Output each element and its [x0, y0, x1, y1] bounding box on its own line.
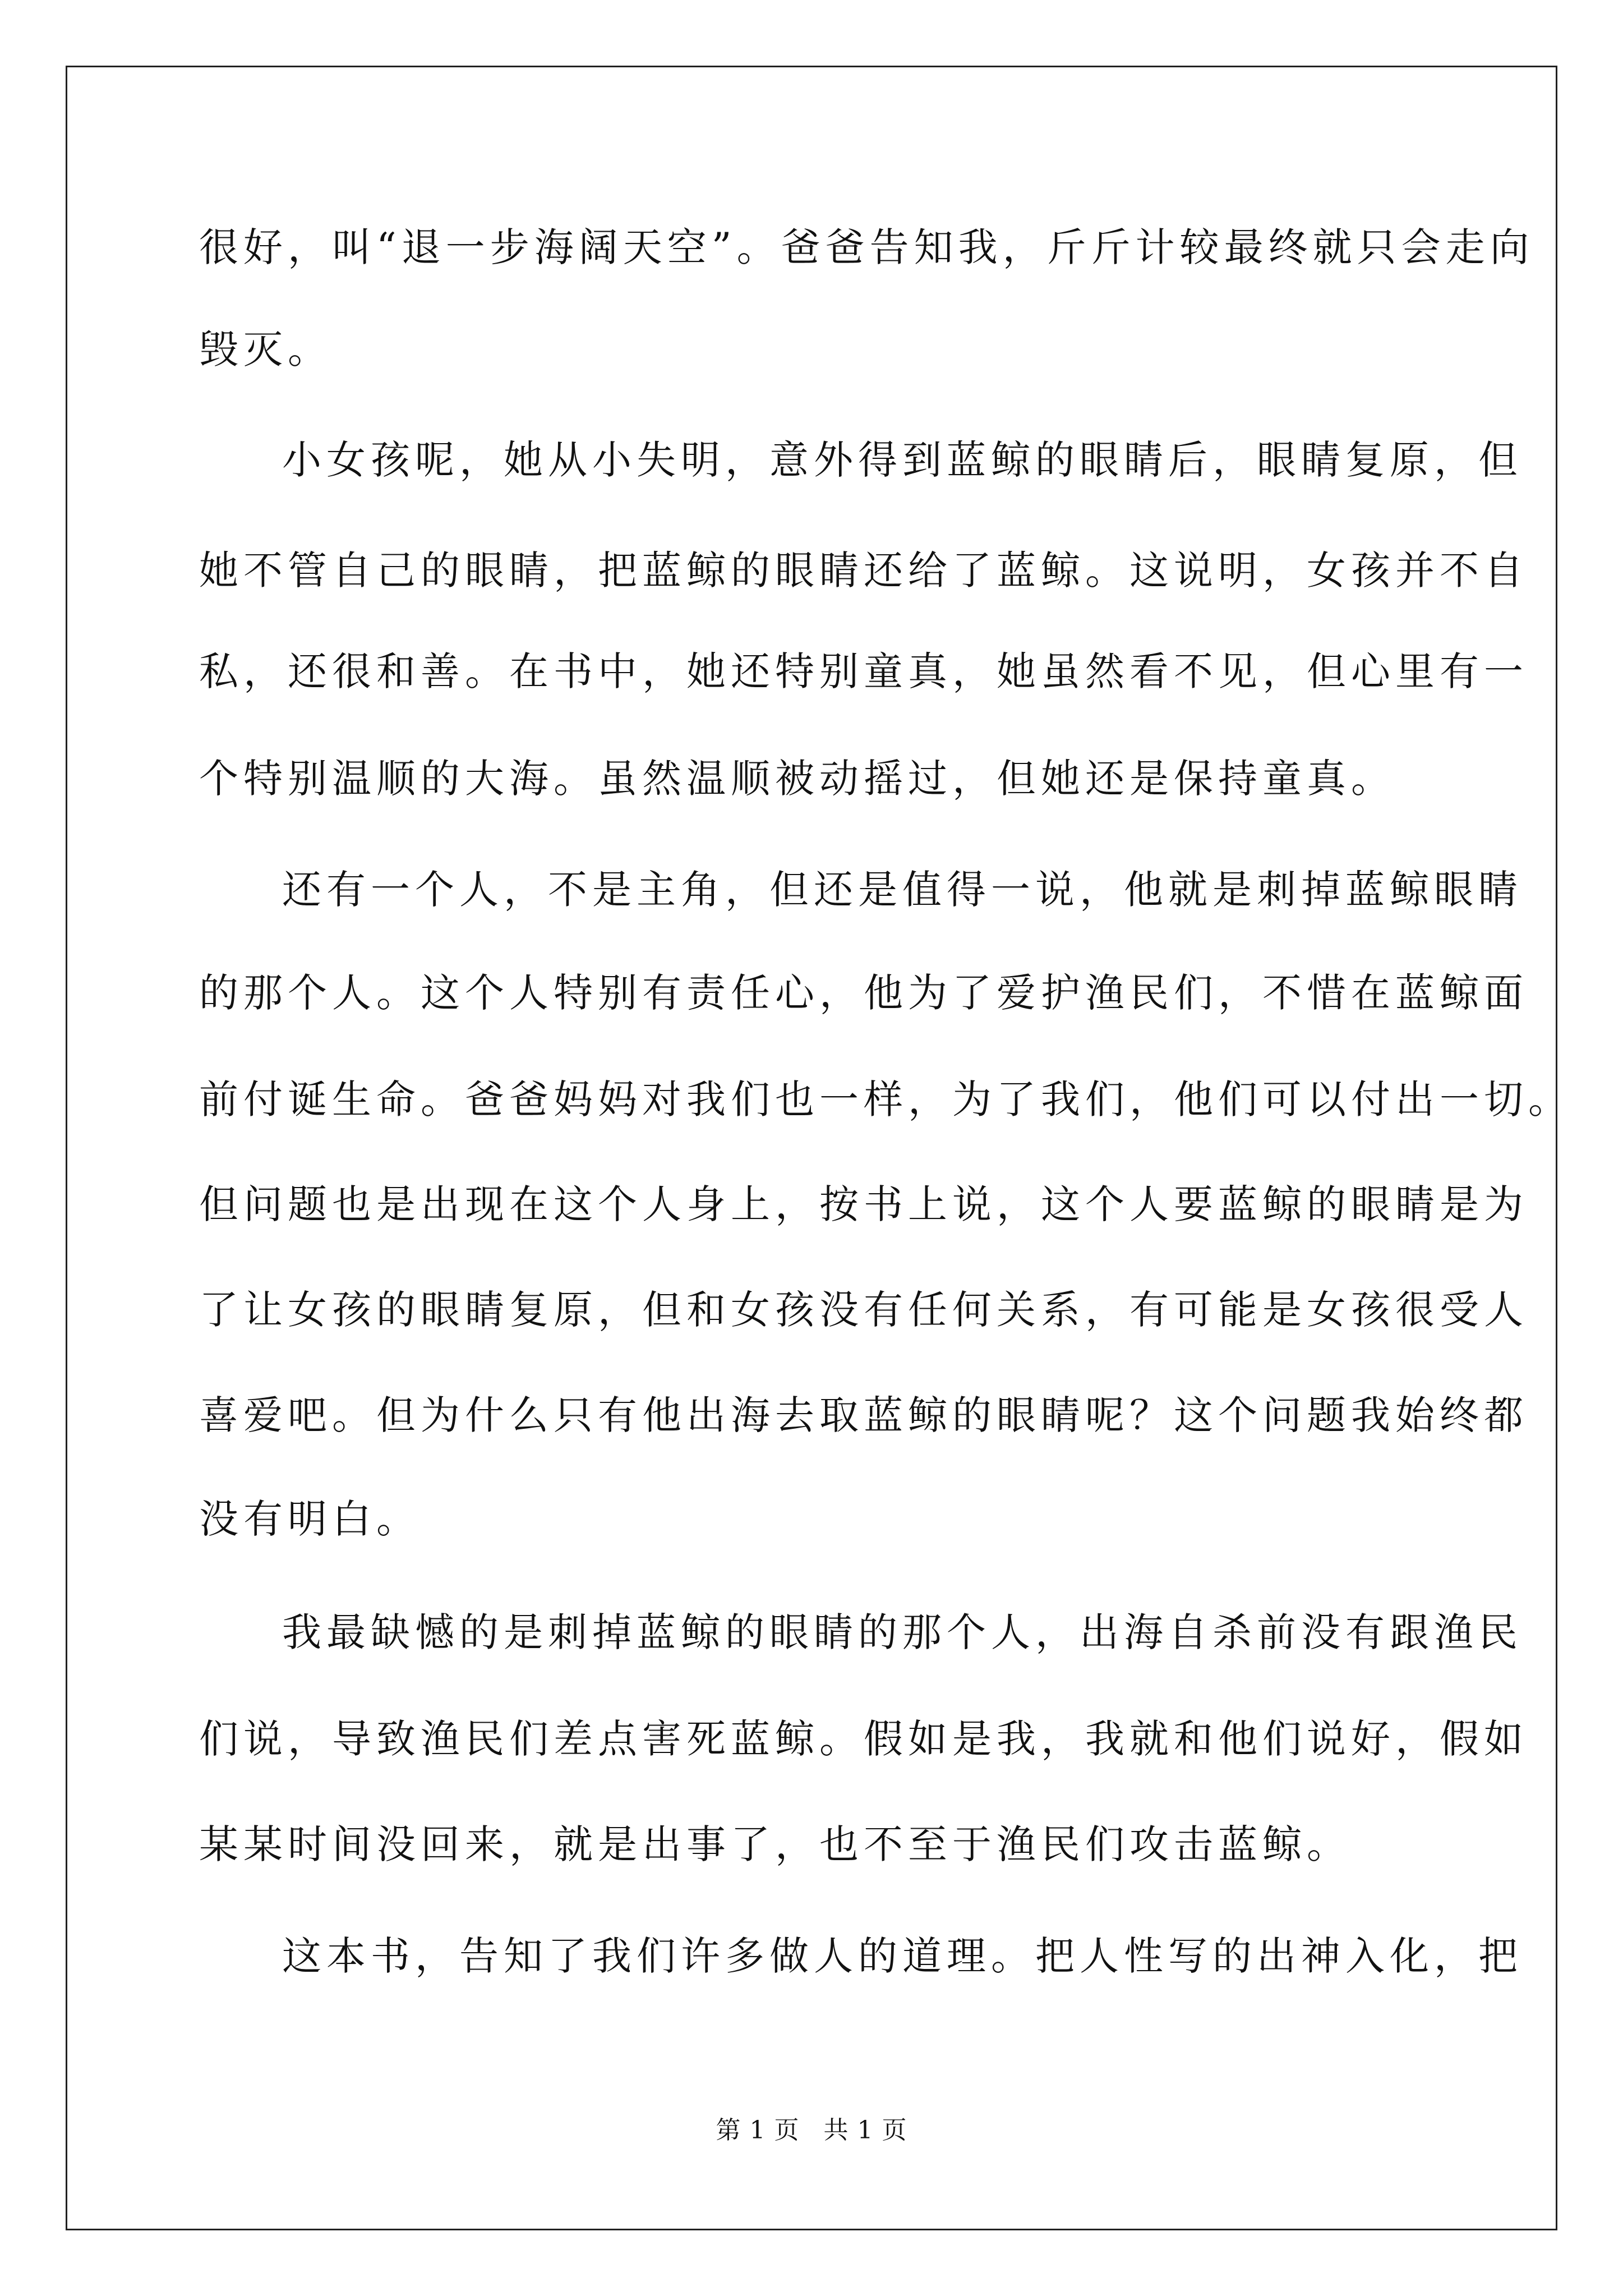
text-line-11: 了让女孩的眼睛复原，但和女孩没有任何关系，有可能是女孩很受人	[199, 1287, 1528, 1333]
page-number-total: 共 1 页	[823, 2116, 907, 2145]
page-border	[66, 66, 1557, 2230]
page-footer	[0, 2114, 1623, 2147]
text-line-7: 还有一个人，不是主角，但还是值得一说，他就是刺掉蓝鲸眼睛	[282, 867, 1523, 913]
text-line-5: 私，还很和善。在书中，她还特别童真，她虽然看不见，但心里有一	[199, 648, 1528, 694]
text-line-9: 前付诞生命。爸爸妈妈对我们也一样，为了我们，他们可以付出一切。	[199, 1076, 1573, 1122]
page-number-current: 第 1 页	[716, 2116, 800, 2145]
text-line-3: 小女孩呢，她从小失明，意外得到蓝鲸的眼睛后，眼睛复原，但	[282, 437, 1523, 483]
text-line-6: 个特别温顺的大海。虽然温顺被动摇过，但她还是保持童真。	[199, 756, 1395, 802]
text-line-10: 但问题也是出现在这个人身上，按书上说，这个人要蓝鲸的眼睛是为	[199, 1181, 1528, 1227]
text-line-14: 我最缺憾的是刺掉蓝鲸的眼睛的那个人，出海自杀前没有跟渔民	[282, 1609, 1523, 1655]
text-line-17: 这本书，告知了我们许多做人的道理。把人性写的出神入化，把	[282, 1933, 1523, 1979]
text-line-16: 某某时间没回来，就是出事了，也不至于渔民们攻击蓝鲸。	[199, 1821, 1351, 1867]
text-line-1: 很好，叫“退一步海阔天空”。爸爸告知我，斤斤计较最终就只会走向	[199, 224, 1534, 270]
text-line-12: 喜爱吧。但为什么只有他出海去取蓝鲸的眼睛呢？这个问题我始终都	[199, 1392, 1528, 1438]
text-line-2: 毁灭。	[199, 326, 332, 372]
text-line-8: 的那个人。这个人特别有责任心，他为了爱护渔民们，不惜在蓝鲸面	[199, 970, 1528, 1016]
text-line-13: 没有明白。	[199, 1496, 421, 1542]
text-line-4: 她不管自己的眼睛，把蓝鲸的眼睛还给了蓝鲸。这说明，女孩并不自	[199, 547, 1528, 593]
text-line-15: 们说，导致渔民们差点害死蓝鲸。假如是我，我就和他们说好，假如	[199, 1716, 1528, 1762]
